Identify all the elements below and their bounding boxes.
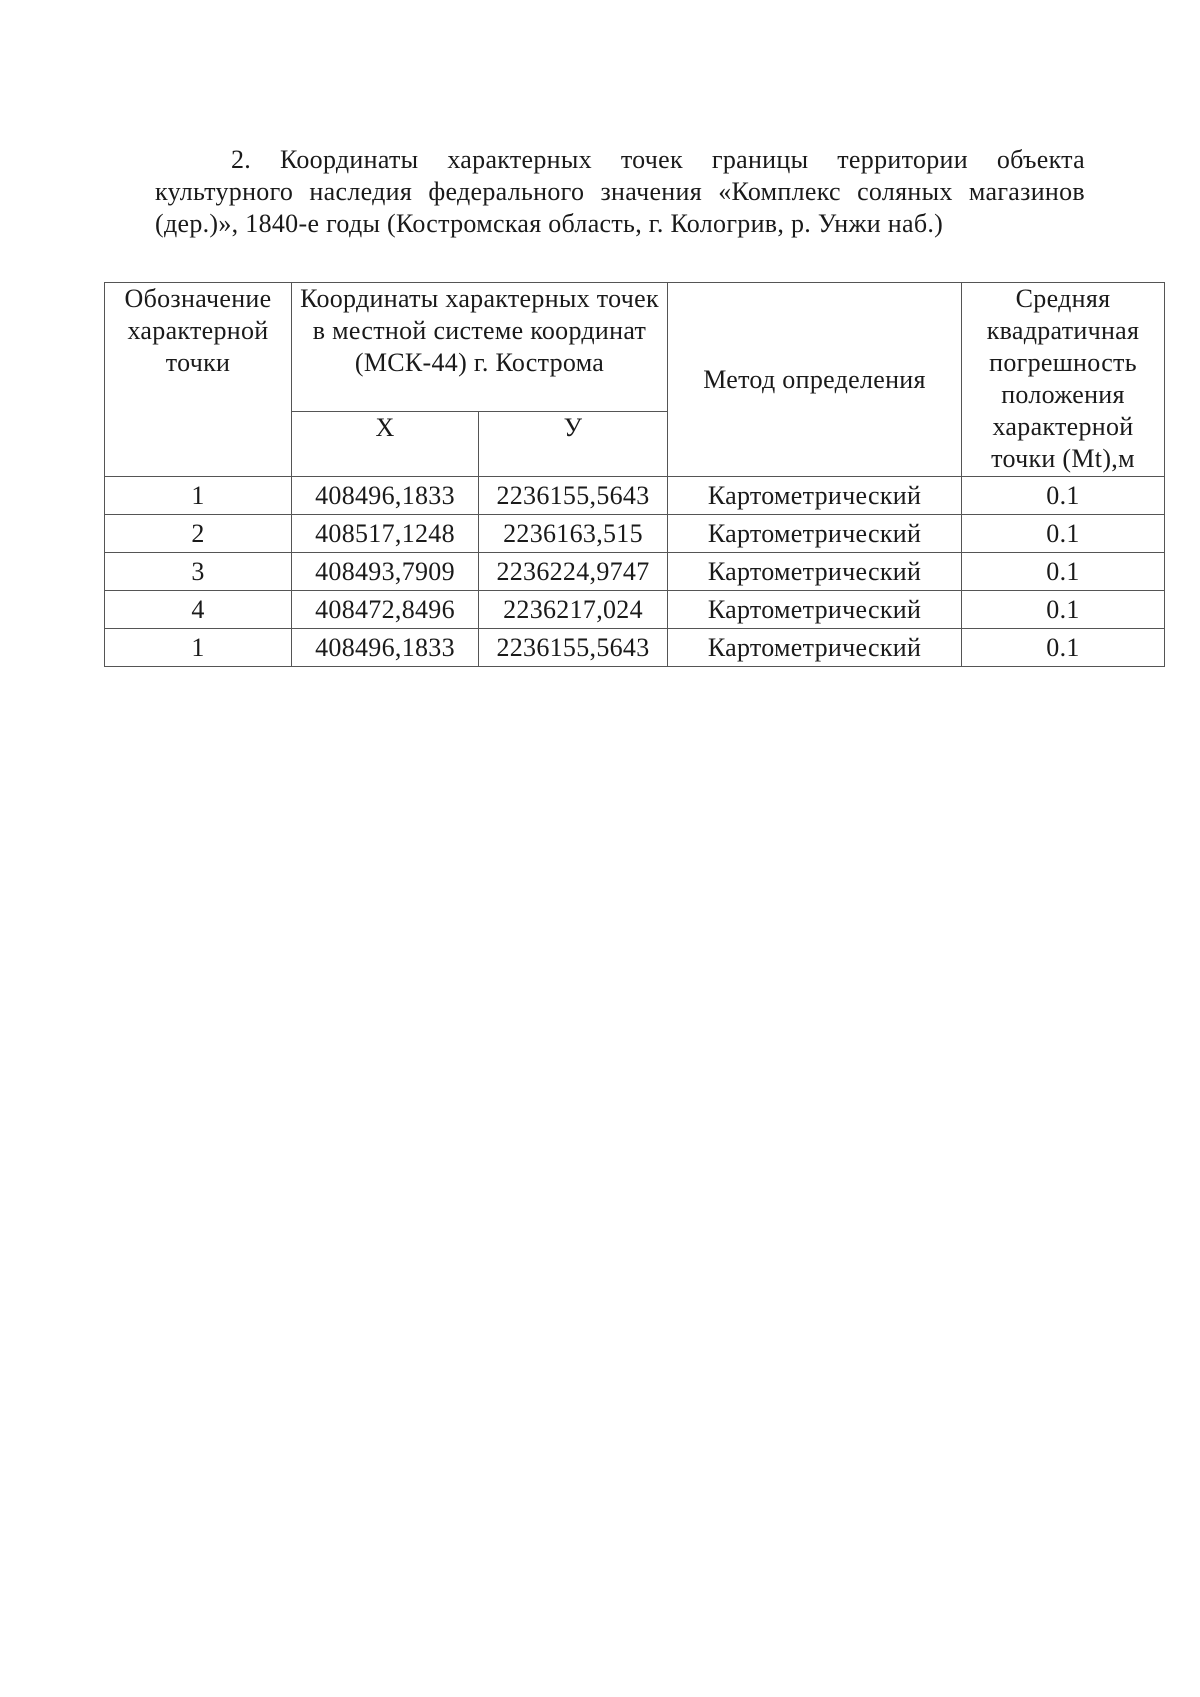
coordinates-table	[104, 282, 1165, 667]
cell-method: Картометрический	[668, 477, 962, 515]
cell-y: 2236224,9747	[479, 553, 668, 591]
cell-x: 408517,1248	[292, 515, 479, 553]
cell-x: 408496,1833	[292, 477, 479, 515]
cell-error: 0.1	[962, 515, 1165, 553]
cell-method: Картометрический	[668, 515, 962, 553]
cell-y: 2236155,5643	[479, 629, 668, 667]
table-header-row	[105, 283, 1165, 412]
header-error: Средняя квадратичная погрешность положения характерной точки (Mt),м	[962, 283, 1165, 477]
table-row	[105, 591, 1165, 629]
table-row	[105, 629, 1165, 667]
cell-point: 2	[105, 515, 292, 553]
header-designation: Обозначение характерной точки	[105, 283, 292, 477]
cell-x: 408496,1833	[292, 629, 479, 667]
table-row	[105, 553, 1165, 591]
header-y: У	[479, 412, 668, 477]
cell-error: 0.1	[962, 591, 1165, 629]
section-heading: 2. Координаты характерных точек границы территории объекта культурного наследия федерального значения «Комплекс соляных магазинов (дер.)», 1840-е годы (Костромская область, г. Кологрив, р. Унжи наб.)	[155, 145, 1085, 238]
cell-x: 408472,8496	[292, 591, 479, 629]
header-coordinates: Координаты характерных точек в местной системе координат (МСК-44) г. Кострома	[292, 283, 668, 412]
header-x: Х	[292, 412, 479, 477]
cell-point: 3	[105, 553, 292, 591]
header-method: Метод определения	[668, 283, 962, 477]
cell-point: 1	[105, 477, 292, 515]
cell-method: Картометрический	[668, 553, 962, 591]
table-row	[105, 515, 1165, 553]
cell-point: 4	[105, 591, 292, 629]
cell-y: 2236217,024	[479, 591, 668, 629]
cell-y: 2236155,5643	[479, 477, 668, 515]
cell-error: 0.1	[962, 477, 1165, 515]
cell-error: 0.1	[962, 553, 1165, 591]
cell-y: 2236163,515	[479, 515, 668, 553]
cell-error: 0.1	[962, 629, 1165, 667]
cell-method: Картометрический	[668, 591, 962, 629]
cell-method: Картометрический	[668, 629, 962, 667]
table-row	[105, 477, 1165, 515]
cell-x: 408493,7909	[292, 553, 479, 591]
cell-point: 1	[105, 629, 292, 667]
